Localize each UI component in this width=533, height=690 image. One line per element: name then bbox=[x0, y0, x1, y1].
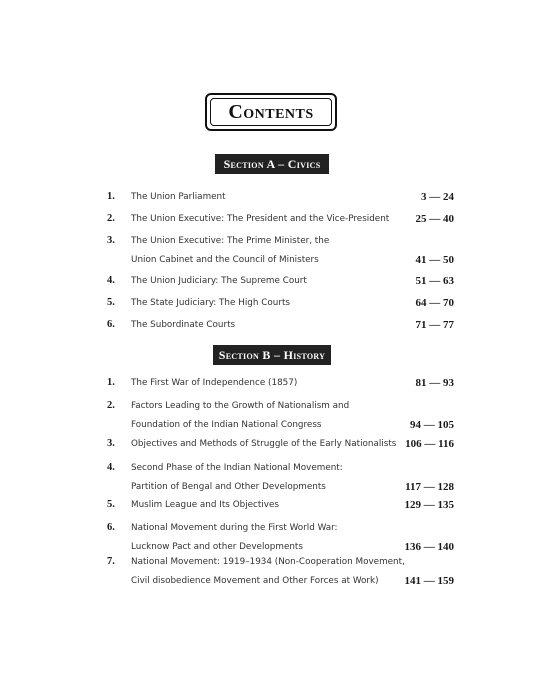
toc-entry-page-range: 41 — 50 bbox=[415, 254, 454, 266]
toc-entry-number: 5. bbox=[107, 499, 115, 510]
toc-entry-title bbox=[131, 374, 399, 393]
toc-entry-title bbox=[131, 316, 399, 335]
toc-entry-page-range: 3 — 24 bbox=[421, 191, 454, 203]
toc-entry-page-range: 64 — 70 bbox=[415, 297, 454, 309]
toc-entry-title bbox=[131, 496, 399, 515]
toc-entry-number: 1. bbox=[107, 377, 115, 388]
page-title: Contents bbox=[228, 100, 314, 123]
toc-entry-number: 3. bbox=[107, 438, 115, 449]
toc-entry-page-range: 51 — 63 bbox=[415, 275, 454, 287]
toc-entry-title-line: Partition of Bengal and Other Developments bbox=[131, 482, 326, 492]
toc-entry-title-line: The First War of Independence (1857) bbox=[131, 378, 298, 388]
toc-entry-title bbox=[131, 210, 399, 229]
toc-entry-title-line: Lucknow Pact and other Developments bbox=[131, 542, 303, 552]
section-b-heading: Section B – History bbox=[213, 345, 331, 365]
section-a-heading: Section A – Civics bbox=[215, 154, 329, 174]
toc-entry-page-range: 141 — 159 bbox=[404, 575, 454, 587]
toc-entry-title bbox=[131, 232, 399, 270]
toc-entry-title-line: The Union Parliament bbox=[131, 192, 226, 202]
toc-entry-number: 7. bbox=[107, 556, 115, 567]
toc-entry-title-line: The State Judiciary: The High Courts bbox=[131, 298, 290, 308]
toc-entry-title-line: Second Phase of the Indian National Movement: bbox=[131, 463, 343, 473]
toc-entry-page-range: 136 — 140 bbox=[404, 541, 454, 553]
toc-entry-number: 2. bbox=[107, 213, 115, 224]
toc-entry-title-line: Muslim League and Its Objectives bbox=[131, 500, 279, 510]
toc-entry-page-range: 94 — 105 bbox=[410, 419, 454, 431]
toc-entry-title bbox=[131, 459, 399, 497]
toc-entry-title-line: Union Cabinet and the Council of Ministers bbox=[131, 255, 319, 265]
toc-entry-number: 4. bbox=[107, 462, 115, 473]
toc-entry-page-range: 129 — 135 bbox=[404, 499, 454, 511]
toc-entry-number: 3. bbox=[107, 235, 115, 246]
toc-entry-title bbox=[131, 519, 399, 557]
toc-entry-number: 6. bbox=[107, 522, 115, 533]
toc-entry-page-range: 25 — 40 bbox=[415, 213, 454, 225]
toc-entry-title bbox=[131, 435, 399, 454]
toc-entry-title-line: Foundation of the Indian National Congress bbox=[131, 420, 322, 430]
toc-entry-title bbox=[131, 553, 405, 591]
toc-entry-number: 1. bbox=[107, 191, 115, 202]
toc-entry-title-line: Civil disobedience Movement and Other Forces at Work) bbox=[131, 576, 379, 586]
contents-title-inner-border bbox=[210, 98, 332, 126]
toc-entry-number: 4. bbox=[107, 275, 115, 286]
toc-entry-title-line: Factors Leading to the Growth of Nationalism and bbox=[131, 401, 350, 411]
toc-entry-page-range: 81 — 93 bbox=[415, 377, 454, 389]
toc-entry-page-range: 71 — 77 bbox=[415, 319, 454, 331]
toc-entry-title-line: The Union Executive: The Prime Minister, the bbox=[131, 236, 330, 246]
toc-entry-title-line: The Subordinate Courts bbox=[131, 320, 236, 330]
toc-entry-title-line: The Union Judiciary: The Supreme Court bbox=[131, 276, 307, 286]
toc-entry-page-range: 117 — 128 bbox=[405, 481, 454, 493]
toc-entry-number: 5. bbox=[107, 297, 115, 308]
contents-title-box bbox=[205, 93, 337, 131]
toc-entry-page-range: 106 — 116 bbox=[405, 438, 454, 450]
toc-entry-title bbox=[131, 188, 399, 207]
toc-entry-title-line: National Movement: 1919–1934 (Non-Cooperation Movement, bbox=[131, 557, 405, 567]
toc-entry-title-line: National Movement during the First World War: bbox=[131, 523, 338, 533]
toc-entry-title bbox=[131, 397, 399, 435]
toc-entry-number: 6. bbox=[107, 319, 115, 330]
toc-entry-title-line: The Union Executive: The President and the Vice-President bbox=[131, 214, 390, 224]
toc-entry-title bbox=[131, 294, 399, 313]
toc-entry-title-line: Objectives and Methods of Struggle of the Early Nationalists bbox=[131, 439, 397, 449]
toc-entry-number: 2. bbox=[107, 400, 115, 411]
toc-entry-title bbox=[131, 272, 399, 291]
